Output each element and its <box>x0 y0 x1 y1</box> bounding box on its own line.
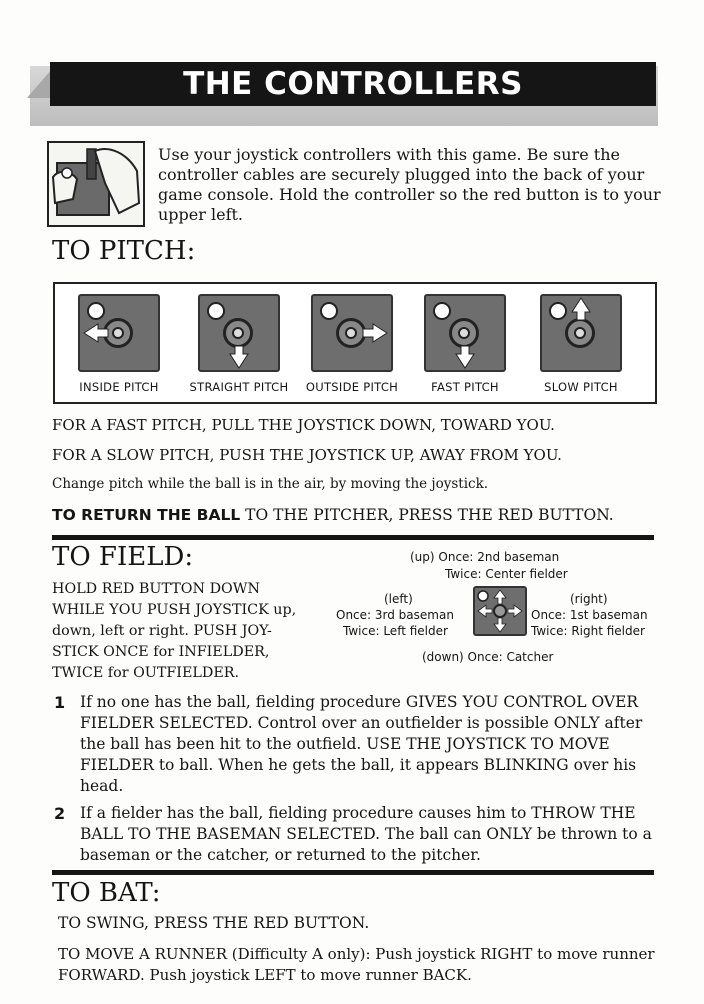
field-up-twice: Twice: Center fielder <box>445 567 568 581</box>
arrow-right-icon <box>313 296 391 370</box>
pitch-outside <box>292 294 412 394</box>
pitch-label: INSIDE PITCH <box>79 380 159 394</box>
bat-runner-instruction: TO MOVE A RUNNER (Difficulty A only): Push joystick RIGHT to move runner FORWARD. Push joystick LEFT to move runner BACK. <box>58 945 655 984</box>
pitch-label: OUTSIDE PITCH <box>305 380 399 394</box>
section-divider <box>52 870 654 875</box>
bat-swing-instruction: TO SWING, PRESS THE RED BUTTON. <box>58 914 370 932</box>
pitch-label: SLOW PITCH <box>544 380 618 394</box>
pitch-heading: TO PITCH: <box>52 236 196 266</box>
field-down-once: (down) Once: Catcher <box>422 650 554 664</box>
arrow-down-icon <box>426 296 504 370</box>
pitch-slow <box>521 294 641 394</box>
joystick-icon <box>424 294 506 372</box>
return-ball-bold: TO RETURN THE BALL <box>52 506 241 524</box>
step-number-1: 1 <box>54 693 66 712</box>
field-step-2: If a fielder has the ball, fielding procedure causes him to THROW THE BALL TO THE BASEMAN SELECTED. The ball can ONLY be thrown to a baseman or the catcher, or returned to the pitcher. <box>80 804 652 864</box>
joystick-icon <box>78 294 160 372</box>
field-heading: TO FIELD: <box>52 542 194 572</box>
arrow-up-icon <box>542 296 620 370</box>
step-number-2: 2 <box>54 804 66 823</box>
field-left-twice: Twice: Left fielder <box>343 624 448 638</box>
return-ball-rest: TO THE PITCHER, PRESS THE RED BUTTON. <box>240 506 614 524</box>
field-right-twice: Twice: Right fielder <box>531 624 645 638</box>
field-right-dir: (right) <box>570 592 608 606</box>
fast-pitch-instruction: FOR A FAST PITCH, PULL THE JOYSTICK DOWN, TOWARD YOU. <box>52 416 555 434</box>
field-left-dir: (left) <box>384 592 413 606</box>
field-joystick-icon <box>473 586 527 636</box>
joystick-icon <box>540 294 622 372</box>
change-pitch-instruction: Change pitch while the ball is in the air, by moving the joystick. <box>52 476 489 492</box>
arrow-down-icon <box>200 296 278 370</box>
joystick-icon <box>198 294 280 372</box>
pitch-inside <box>59 294 179 394</box>
page-title: THE CONTROLLERS <box>50 62 656 106</box>
pitch-diagram-panel <box>53 282 657 404</box>
field-instructions: HOLD RED BUTTON DOWN WHILE YOU PUSH JOYSTICK up, down, left or right. PUSH JOY-STICK ONCE for INFIELDER, TWICE for OUTFIELDER. <box>52 581 297 681</box>
arrow-left-icon <box>80 296 158 370</box>
title-banner-fold <box>27 70 51 98</box>
pitch-label: FAST PITCH <box>431 380 499 394</box>
controller-hand-illustration <box>47 141 145 227</box>
field-right-once: Once: 1st baseman <box>531 608 648 622</box>
field-up-once: (up) Once: 2nd baseman <box>410 550 560 564</box>
return-ball-instruction <box>52 506 614 524</box>
joystick-icon <box>311 294 393 372</box>
field-step-1: If no one has the ball, fielding procedure GIVES YOU CONTROL OVER FIELDER SELECTED. Control over an outfielder is possible ONLY after the ball has been hit to the outfield. USE THE JOYSTICK TO MOVE FIELDER to ball. When he gets the ball, it appears BLINKING over his head. <box>80 693 643 795</box>
pitch-fast <box>405 294 525 394</box>
pitch-straight <box>179 294 299 394</box>
bat-heading: TO BAT: <box>52 878 161 908</box>
pitch-label: STRAIGHT PITCH <box>189 380 289 394</box>
intro-paragraph: Use your joystick controllers with this game. Be sure the controller cables are securely plugged into the back of your game console. Hold the controller so the red button is to your upper left. <box>158 145 661 224</box>
slow-pitch-instruction: FOR A SLOW PITCH, PUSH THE JOYSTICK UP, AWAY FROM YOU. <box>52 446 562 464</box>
field-left-once: Once: 3rd baseman <box>336 608 454 622</box>
section-divider <box>52 535 654 540</box>
